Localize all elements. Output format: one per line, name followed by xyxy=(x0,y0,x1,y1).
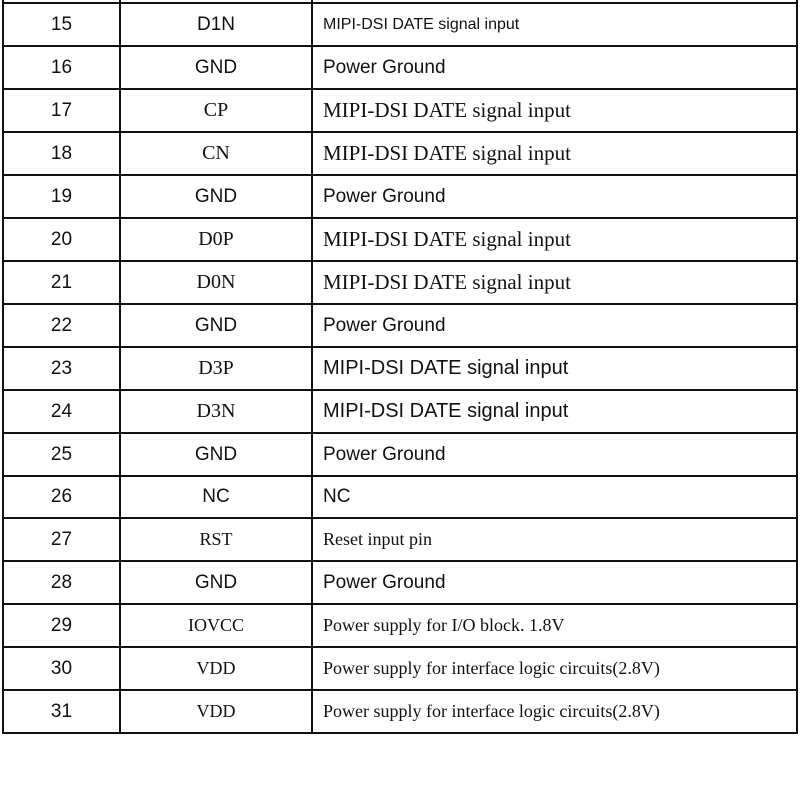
pin-number: 19 xyxy=(3,175,120,218)
table-row xyxy=(3,304,797,347)
pin-symbol: GND xyxy=(120,175,312,218)
pin-description: MIPI-DSI DATE signal input xyxy=(312,132,797,175)
pin-description: MIPI-DSI DATE signal input xyxy=(312,89,797,132)
pin-description: Power supply for I/O block. 1.8V xyxy=(312,604,797,647)
table-row xyxy=(3,390,797,433)
pin-description: Power Ground xyxy=(312,304,797,347)
pin-description: Power Ground xyxy=(312,433,797,476)
pin-number: 17 xyxy=(3,89,120,132)
pin-description: MIPI-DSI DATE signal input xyxy=(312,3,797,46)
pin-number: 24 xyxy=(3,390,120,433)
pin-number: 26 xyxy=(3,476,120,518)
pin-symbol: GND xyxy=(120,304,312,347)
table-row xyxy=(3,561,797,604)
table-row xyxy=(3,604,797,647)
pin-number: 16 xyxy=(3,46,120,89)
pin-symbol: D3N xyxy=(120,390,312,433)
pin-number: 23 xyxy=(3,347,120,390)
pin-number: 15 xyxy=(3,3,120,46)
pin-description: Reset input pin xyxy=(312,518,797,561)
table-row xyxy=(3,476,797,518)
pin-number: 28 xyxy=(3,561,120,604)
table-row xyxy=(3,690,797,733)
pin-number: 31 xyxy=(3,690,120,733)
pin-symbol: GND xyxy=(120,46,312,89)
pin-description: NC xyxy=(312,476,797,518)
table-row xyxy=(3,518,797,561)
pin-number: 21 xyxy=(3,261,120,304)
table-row xyxy=(3,175,797,218)
pin-description: MIPI-DSI DATE signal input xyxy=(312,347,797,390)
pin-number: 25 xyxy=(3,433,120,476)
pin-description: Power Ground xyxy=(312,175,797,218)
pin-description: Power Ground xyxy=(312,561,797,604)
pin-number: 27 xyxy=(3,518,120,561)
pin-symbol: CN xyxy=(120,132,312,175)
pin-symbol: VDD xyxy=(120,690,312,733)
table-row xyxy=(3,89,797,132)
table-row xyxy=(3,647,797,690)
table-row xyxy=(3,433,797,476)
pin-symbol: NC xyxy=(120,476,312,518)
pin-symbol: IOVCC xyxy=(120,604,312,647)
pin-symbol: GND xyxy=(120,561,312,604)
table-row xyxy=(3,261,797,304)
pin-number: 18 xyxy=(3,132,120,175)
pin-number: 29 xyxy=(3,604,120,647)
pin-symbol: D1N xyxy=(120,3,312,46)
pin-symbol: CP xyxy=(120,89,312,132)
pin-description: Power Ground xyxy=(312,46,797,89)
table-row xyxy=(3,3,797,46)
pin-description: Power supply for interface logic circuits(2.8V) xyxy=(312,647,797,690)
pin-description: MIPI-DSI DATE signal input xyxy=(312,218,797,261)
table-row xyxy=(3,347,797,390)
table-row xyxy=(3,46,797,89)
pin-description: MIPI-DSI DATE signal input xyxy=(312,261,797,304)
pin-description: Power supply for interface logic circuits(2.8V) xyxy=(312,690,797,733)
pin-number: 20 xyxy=(3,218,120,261)
table-row xyxy=(3,218,797,261)
pin-number: 22 xyxy=(3,304,120,347)
pin-definition-table xyxy=(2,0,798,734)
pin-symbol: VDD xyxy=(120,647,312,690)
pin-symbol: RST xyxy=(120,518,312,561)
pin-symbol: GND xyxy=(120,433,312,476)
pin-symbol: D0N xyxy=(120,261,312,304)
table-row xyxy=(3,132,797,175)
pin-symbol: D0P xyxy=(120,218,312,261)
pin-description: MIPI-DSI DATE signal input xyxy=(312,390,797,433)
pin-number: 30 xyxy=(3,647,120,690)
pin-symbol: D3P xyxy=(120,347,312,390)
